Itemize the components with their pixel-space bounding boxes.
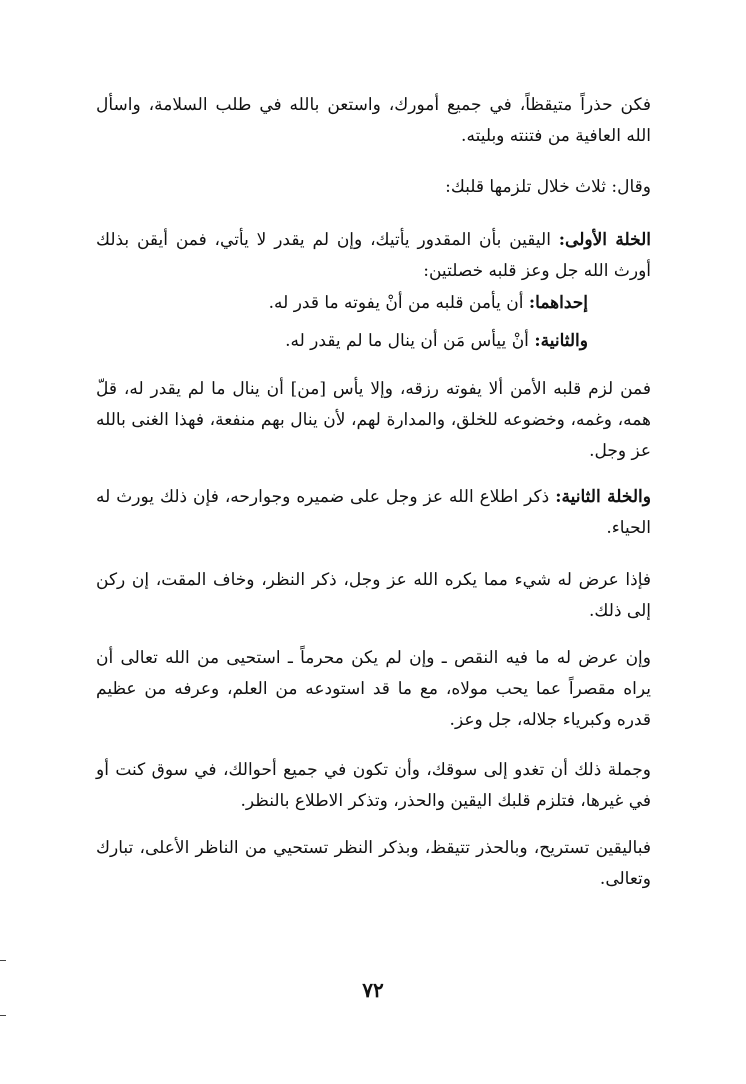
paragraph-8: [96, 755, 651, 817]
paragraph-text: فباليقين تستريح، وبالحذر تتيقظ، وبذكر النظر تستحيي من الناظر الأعلى، تبارك وتعالى.: [96, 838, 651, 889]
paragraph-text: فكن حذراً متيقظاً، في جميع أمورك، واستعن بالله في طلب السلامة، واسأل الله العافية من فتنته وبليته.: [96, 95, 651, 146]
paragraph-text: فإذا عرض له شيء مما يكره الله عز وجل، ذكر النظر، وخاف المقت، إن ركن إلى ذلك.: [96, 570, 651, 621]
scan-edge-mark: [0, 960, 6, 961]
sub-item-text: أن يأمن قلبه من أنْ يفوته ما قدر له.: [268, 293, 524, 313]
scan-edge-mark: [0, 1015, 6, 1016]
paragraph-3: [96, 225, 651, 287]
paragraph-text: وقال: ثلاث خلال تلزمها قلبك:: [445, 177, 651, 197]
paragraph-text: فمن لزم قلبه الأمن ألا يفوته رزقه، وإلا يأس [من] أن ينال ما لم يقدر له، قلّ همه، وغمه، وخضوعه للخلق، والمدارة لهم، لأن ينال بهم منفعة، فهذا الغنى بالله عز وجل.: [96, 379, 651, 461]
paragraph-9: [96, 833, 651, 895]
paragraph-text: وإن عرض له ما فيه النقص ـ وإن لم يكن محرماً ـ استحيى من الله تعالى أن يراه مقصراً عما يحب مولاه، مع ما قد استودعه من العلم، وعرفه من عظيم قدره وكبرياء جلاله، جل وعز.: [96, 648, 651, 730]
paragraph-4: [96, 374, 651, 467]
paragraph-text: وجملة ذلك أن تغدو إلى سوقك، وأن تكون في جميع أحوالك، في سوق كنت أو في غيرها، فتلزم قلبك اليقين والحذر، وتذكر الاطلاع بالنظر.: [96, 760, 651, 811]
sub-item-text: أنْ ييأس مَن أن ينال ما لم يقدر له.: [285, 331, 529, 351]
paragraph-6: [96, 565, 651, 627]
sub-item-heading: إحداهما:: [528, 293, 588, 313]
paragraph-5: [96, 482, 651, 544]
sub-item-2: [148, 326, 588, 357]
paragraph-text: ذكر اطلاع الله عز وجل على ضميره وجوارحه، فإن ذلك يورث له الحياء.: [96, 487, 651, 538]
paragraph-heading: والخلة الثانية:: [555, 487, 651, 507]
sub-item-1: [148, 288, 588, 319]
paragraph-heading: الخلة الأولى:: [558, 230, 651, 250]
paragraph-2: [96, 172, 651, 203]
paragraph-1: [96, 90, 651, 152]
paragraph-text: اليقين بأن المقدور يأتيك، وإن لم يقدر لا يأتي، فمن أيقن بذلك أورث الله جل وعز قلبه خصلتين:: [96, 230, 651, 281]
page-number: ٧٢: [362, 978, 384, 1002]
paragraph-7: [96, 643, 651, 736]
sub-item-heading: والثانية:: [534, 331, 588, 351]
